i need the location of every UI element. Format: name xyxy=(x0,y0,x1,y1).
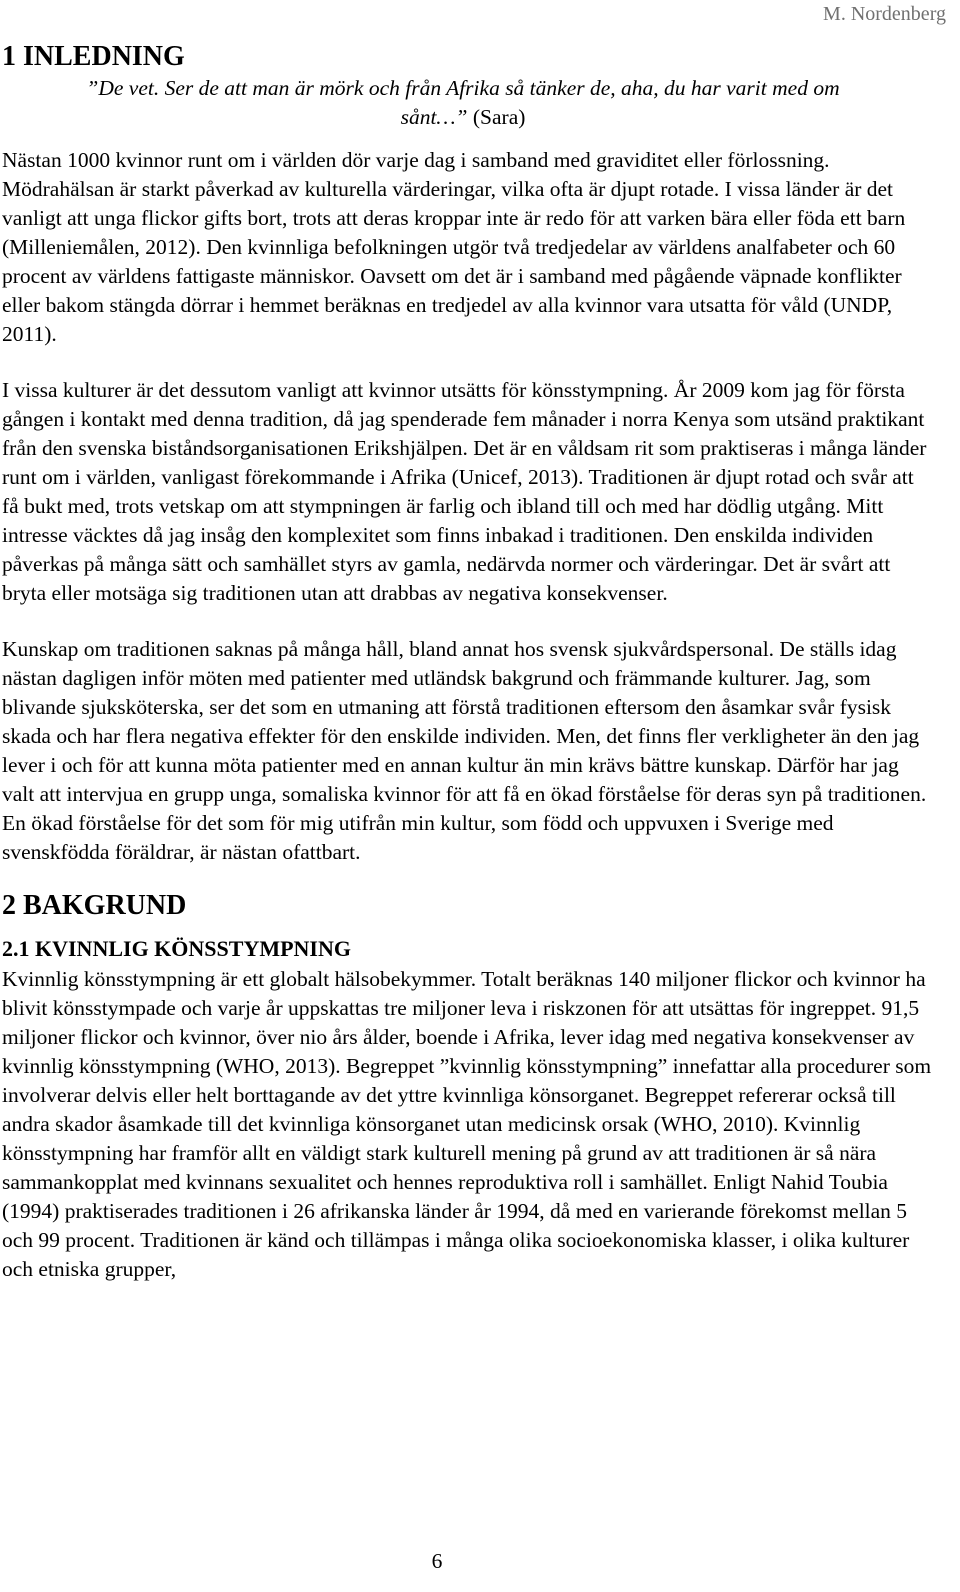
intro-paragraph-2: I vissa kulturer är det dessutom vanligt att kvinnor utsätts för könsstympning. År 2009 kom jag för första gången i kontakt med denna tradition, då jag spenderade fem månader i norra Kenya som utsänd praktikant från den svenska biståndsorganisationen Erikshjälpen. Det är en våldsam rit som praktiseras i många länder runt om i världen, vanligast förekommande i Afrika (Unicef, 2013). Traditionen är djupt rotad och svår att få bukt med, trots vetskap om att stympningen är farlig och ibland till och med har dödlig utgång. Mitt intresse väcktes då jag insåg den komplexitet som finns inbakad i traditionen. Den enskilda individen påverkas på många sätt och samhället styrs av gamla, nedärvda normer och värderingar. Det är svårt att bryta eller motsäga sig traditionen utan att drabbas av negativa konsekvenser. xyxy=(2,378,927,605)
section-heading-bakgrund: 2 BAKGRUND xyxy=(2,890,187,921)
background-paragraph: Kvinnlig könsstympning är ett globalt hälsobekymmer. Totalt beräknas 140 miljoner flickor och kvinnor ha blivit könsstympade och varje år uppskattas tre miljoner leva i riskzonen för att utsättas för ingreppet. 91,5 miljoner flickor och kvinnor, över nio års ålder, boende i Afrika, lever idag med negativa konsekvenser av kvinnlig könsstympning (WHO, 2013). Begreppet ”kvinnlig könsstympning” innefattar alla procedurer som involverar delvis eller helt borttagande av det yttre kvinnliga könsorganet. Begreppet refererar också till andra skador åsamkade till det kvinnliga könsorganet utan medicinsk orsak (WHO, 2010). Kvinnlig könsstympning har framför allt en väldigt stark kulturell mening på grund av att traditionen är så nära sammankopplat med kvinnans sexualitet och hennes reproduktiva roll i samhället. Enligt Nahid Toubia (1994) praktiserades traditionen i 26 afrikanska länder år 1994, då med en varierande förekomst mellan 5 och 99 procent. Traditionen är känd och tillämpas i många olika socioekonomiska klasser, i olika kulturer och etniska grupper, xyxy=(2,967,932,1281)
quote-source: (Sara) xyxy=(472,105,526,129)
intro-paragraph-1: Nästan 1000 kvinnor runt om i världen dör varje dag i samband med graviditet eller förlossning. Mödrahälsan är starkt påverkad av kulturella värderingar, vilka ofta är djupt rotade. I vissa länder är det vanligt att unga flickor gifts bort, trots att deras kroppar inte är redo för att varken bära eller föda ett barn (Milleniemålen, 2012). Den kvinnliga befolkningen utgör två tredjedelar av världens analfabeter och 60 procent av världens fattigaste människor. Oavsett om det är i samband med pågående väpnade konflikter eller bakom stängda dörrar i hemmet beräknas en tredjedel av alla kvinnor vara utsatta för våld (UNDP, 2011). xyxy=(2,148,906,346)
header-author: M. Nordenberg xyxy=(823,3,946,25)
page-number: 6 xyxy=(431,1549,443,1573)
section-heading-inledning: 1 INLEDNING xyxy=(2,41,185,72)
intro-paragraph-3: Kunskap om traditionen saknas på många håll, bland annat hos svensk sjukvårdspersonal. De ställs idag nästan dagligen inför möten med patienter med utländsk bakgrund och främmande kulturer. Jag, som blivande sjuksköterska, ser det som en utmaning att förstå traditionen eftersom den åsamkar svår fysisk skada och har flera negativa effekter för den enskilde individen. Men, det finns fler verkligheter än den jag lever i och för att kunna möta patienter med en annan kultur än min krävs bättre kunskap. Därför har jag valt att intervjua en grupp unga, somaliska kvinnor för att få en ökad förståelse för deras syn på traditionen. En ökad förståelse för det som för mig utifrån min kultur, som född och uppvuxen i Sverige med svenskfödda föräldrar, är nästan ofattbart. xyxy=(2,637,927,864)
opening-quote xyxy=(2,74,932,132)
subsection-heading-konsstympning: 2.1 KVINNLIG KÖNSSTYMPNING xyxy=(2,936,351,961)
quote-text: ”De vet. Ser de att man är mörk och från Afrika så tänker de, aha, du har varit med om sånt…” xyxy=(86,76,840,129)
page-content xyxy=(2,40,932,1284)
